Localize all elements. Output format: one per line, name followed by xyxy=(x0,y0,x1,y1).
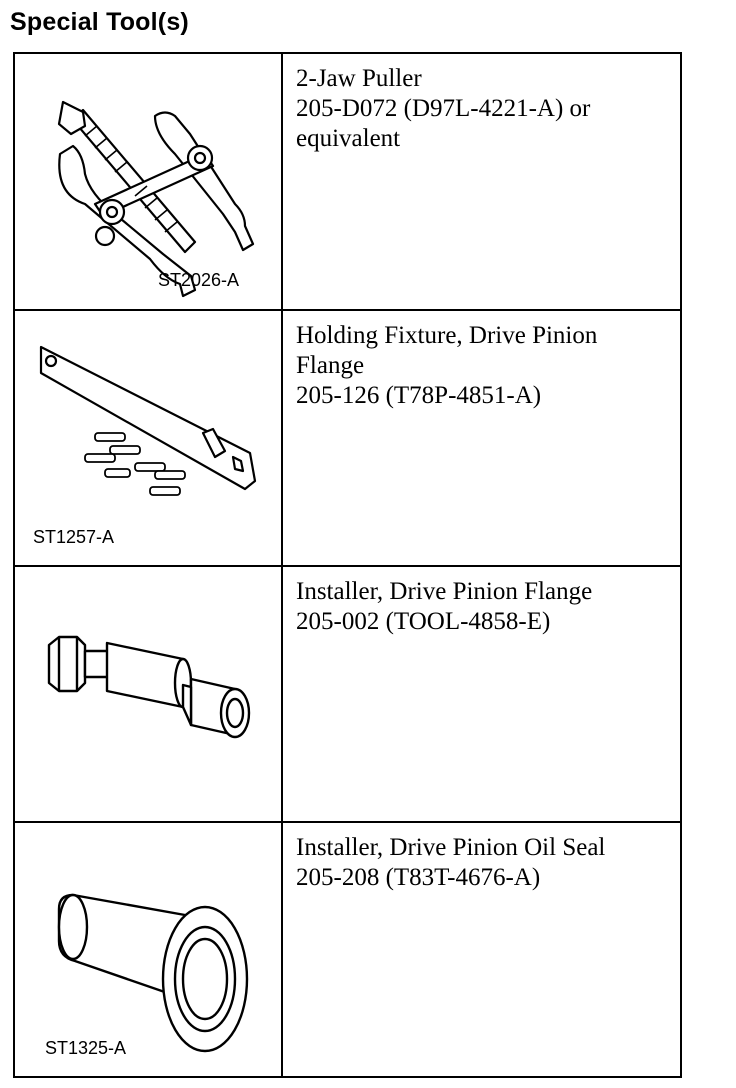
tool-number: 205-208 (T83T-4676-A) xyxy=(296,864,541,891)
tool-name: Installer, Drive Pinion Oil Seal xyxy=(296,834,606,861)
table-row xyxy=(15,54,680,311)
illustration-code: ST1257-A xyxy=(33,527,115,547)
tool-description xyxy=(296,64,671,154)
illustration-code: ST2026-A xyxy=(158,270,240,290)
tool-description xyxy=(296,321,671,411)
tool-name: Installer, Drive Pinion Flange xyxy=(296,578,593,605)
pinion-flange-installer-illustration xyxy=(15,567,281,821)
table-row xyxy=(15,311,680,567)
tool-number: 205-D072 (D97L-4221-A) or xyxy=(296,95,591,122)
tool-illustration-cell xyxy=(15,54,283,309)
tool-name: Holding Fixture, Drive Pinion xyxy=(296,322,598,349)
tool-number: 205-002 (TOOL-4858-E) xyxy=(296,608,551,635)
special-tools-table xyxy=(13,52,682,1078)
tool-name-continued: Flange xyxy=(296,352,365,379)
page-title: Special Tool(s) xyxy=(10,8,189,36)
jaw-puller-illustration xyxy=(15,54,281,309)
tool-number: 205-126 (T78P-4851-A) xyxy=(296,382,542,409)
tool-illustration-cell xyxy=(15,311,283,565)
illustration-code: ST1325-A xyxy=(45,1038,127,1058)
tool-name: 2-Jaw Puller xyxy=(296,65,422,92)
table-row xyxy=(15,823,680,1076)
tool-illustration-cell xyxy=(15,823,283,1076)
tool-description xyxy=(296,577,671,637)
tool-note: equivalent xyxy=(296,125,401,152)
table-row xyxy=(15,567,680,823)
tool-illustration-cell xyxy=(15,567,283,821)
tool-description xyxy=(296,833,671,893)
